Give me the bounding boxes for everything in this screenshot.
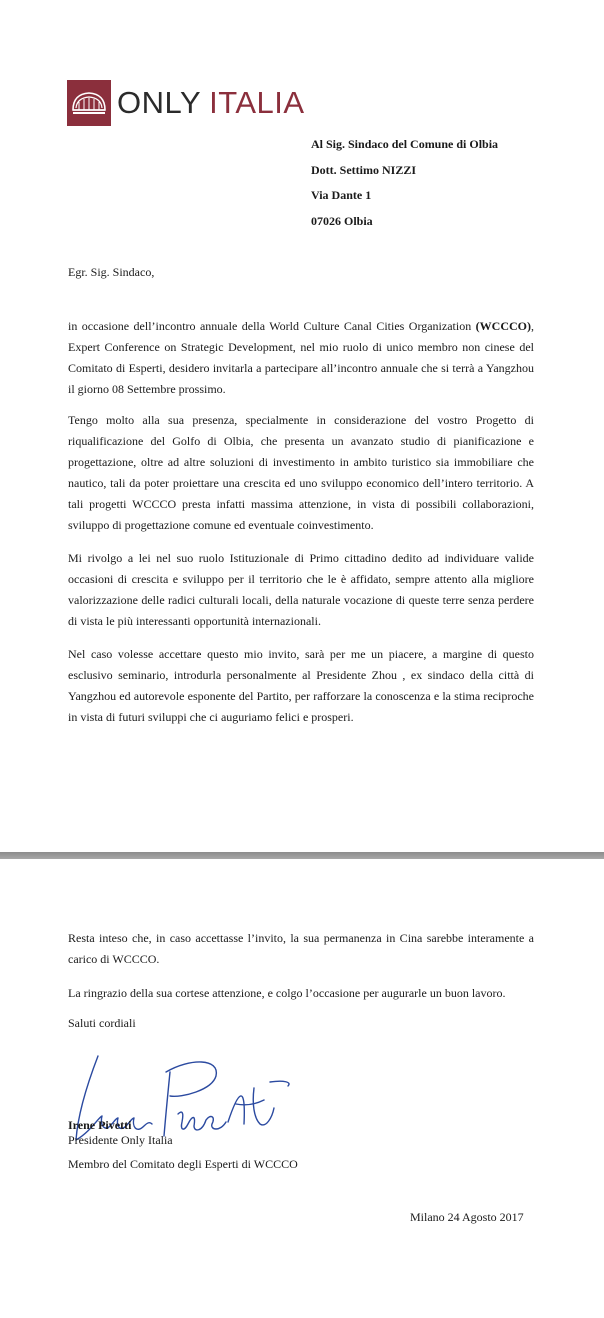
place-and-date: Milano 24 Agosto 2017 bbox=[410, 1210, 524, 1224]
recipient-line-city: 07026 Olbia bbox=[311, 213, 373, 228]
recipient-line-street: Via Dante 1 bbox=[311, 188, 372, 202]
signatory-membership: Membro del Comitato degli Esperti di WCCCO bbox=[68, 1157, 298, 1171]
paragraph-invitation-start: in occasione dell’incontro annuale della World Culture Canal Cities Organization bbox=[68, 319, 476, 333]
paragraph-invitation-acronym: (WCCCO) bbox=[475, 319, 531, 333]
recipient-line-name: Dott. Settimo NIZZI bbox=[311, 162, 416, 177]
letterhead-logo bbox=[67, 80, 305, 126]
closing: Saluti cordiali bbox=[68, 1016, 136, 1030]
paragraph-expenses: Resta inteso che, in caso accettasse l’invito, la sua permanenza in Cina sarebbe interamente a carico di WCCCO. bbox=[68, 931, 534, 966]
salutation: Egr. Sig. Sindaco, bbox=[68, 265, 155, 279]
paragraph-invitation-end: , Expert Conference on Strategic Development, nel mio ruolo di unico membro non cinese del Comitato di Esperti, desidero invitarla a partecipare all’incontro annuale che si terrà a Yangzhou il giorno 08 Settembre prossimo. bbox=[68, 319, 534, 396]
brand-word-italia: ITALIA bbox=[209, 85, 305, 120]
paragraph-invitation bbox=[68, 316, 534, 400]
colosseum-logo-icon bbox=[67, 80, 111, 126]
recipient-line-title: Al Sig. Sindaco del Comune di Olbia bbox=[311, 137, 499, 151]
signatory-name: Irene Pivetti bbox=[68, 1118, 132, 1132]
page-separator bbox=[0, 852, 604, 859]
brand-name bbox=[117, 80, 305, 126]
brand-word-only: ONLY bbox=[117, 85, 202, 120]
paragraph-project: Tengo molto alla sua presenza, specialmente in considerazione del vostro Progetto di riqualificazione del Golfo di Olbia, che presenta un avanzato studio di pianificazione e progettazione, oltre ad altre soluzioni di investimento in ambito turistico sia immobiliare che nautico, tali da poter proiettare una crescita ed uno sviluppo economico dell’intero territorio. A tali progetti WCCCO presta infatti massima attenzione, in vista di possibili collaborazioni, sviluppo di progettazione comune ed eventuale coinvestimento. bbox=[68, 413, 534, 532]
signatory-role: Presidente Only Italia bbox=[68, 1133, 173, 1147]
paragraph-role: Mi rivolgo a lei nel suo ruolo Istituzionale di Primo cittadino dedito ad individuare valide occasioni di crescita e sviluppo per il territorio che le è affidato, sempre attento alla migliore valorizzazione delle radici culturali locali, della naturale vocazione di queste terre senza perdere di vista le più interessanti opportunità internazionali. bbox=[68, 551, 534, 628]
paragraph-introduction: Nel caso volesse accettare questo mio invito, sarà per me un piacere, a margine di questo esclusivo seminario, introdurla personalmente al Presidente Zhou , ex sindaco della città di Yangzhou ed autorevole esponente del Partito, per rafforzare la conoscenza e la stima reciproche in vista di futuri sviluppi che ci auguriamo felici e prosperi. bbox=[68, 647, 534, 724]
paragraph-thanks: La ringrazio della sua cortese attenzione, e colgo l’occasione per augurarle un buon lavoro. bbox=[68, 986, 506, 1000]
recipient-address bbox=[311, 137, 498, 239]
